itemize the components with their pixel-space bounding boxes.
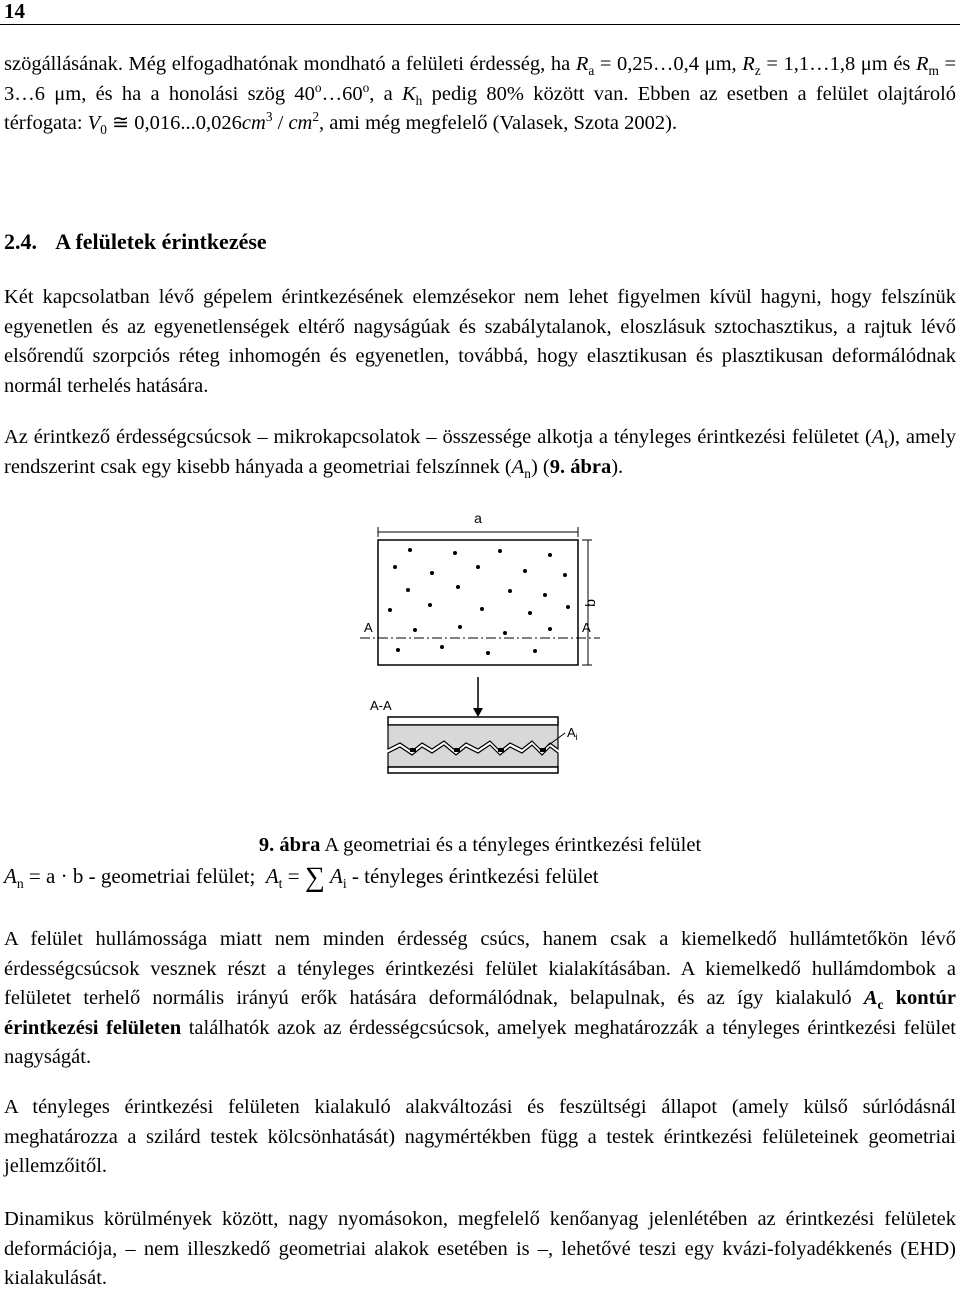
- figure-drawing: [360, 505, 600, 835]
- lower-body: [388, 767, 558, 773]
- section-heading: [4, 228, 267, 256]
- paragraph-1: Két kapcsolatban lévő gépelem érintkezésének elemzésekor nem lehet figyelmen kívül hagyni, hogy felszínük egyenetlen és az egyenetlenségek eltérő nagyságúak és szabálytalanok, eloszlásuk sztochasztikus, a rajtuk lévő elsőrendű szorpciós réteg inhomogén és egyenetlen, továbbá, hogy elasztikusan és plasztikusan deformálódnak normál terhelés hatására.: [4, 286, 956, 397]
- page-number: 14: [4, 0, 25, 23]
- paragraph-3: A felület hullámossága miatt nem minden érdesség csúcs, hanem csak a kiemelkedő hullámtetőkön lévő érdességcsúcsok vesznek részt a tényleges érintkezési felület kialakításában. A kiemelkedő hullámdombok a felületet terhelő normális irányú erők hatására deformálódnak, belapulnak, és az így kialakuló $A_c$ kontúr érintkezési felületen találhatók azok az érdességcsúcsok, amelyek meghatározzák a tényleges érintkezési felület nagyságát.: [4, 928, 957, 1068]
- paragraph-5: Dinamikus körülmények között, nagy nyomásokon, megfelelő kenőanyag jelenlétében az érintkezési felületek deformációja, – nem illeszkedő geometriai alakok esetében is –, lehetővé teszi egy kvázi-folyadékkenés (EHD) kialakulását.: [4, 1208, 956, 1289]
- sum-symbol: ∑: [304, 862, 325, 893]
- header-rule: [0, 24, 960, 25]
- paragraph-2: Az érintkező érdességcsúcsok – mikrokapcsolatok – összessége alkotja a tényleges érintkezési felületet $(A_t)$, amely rendszerint csak egy kisebb hányada a geometriai felszínnek $(A_n)$ (9. ábra).: [4, 426, 956, 481]
- label-A-left: A: [364, 620, 373, 635]
- upper-body: [388, 717, 558, 725]
- paragraph-4: A tényleges érintkezési felületen kialakuló alakváltozási és feszültségi állapot (amely külső súrlódásnál meghatározza a szilárd testek kölcsönhatását) nagymértékben függ a testek érintkezési felületeinek geometriai jellemzőitől.: [4, 1096, 956, 1177]
- section-number: 2.4.: [4, 229, 37, 254]
- label-a: a: [474, 510, 482, 526]
- intro-paragraph: szögállásának. Még elfogadhatónak mondható a felületi érdesség, ha $R_a$ = 0,25…0,4 μm, $R_z$ = 1,1…1,8 μm és $R_m$ = 3…6 μm, és ha a honolási szög 40$^o$…60$^o$, a $K_h$ pedig 80% között van. Ebben az esetben a felület olajtároló térfogata: $V_0$ ≅ $0,016...0,026cm^3 / cm^2$, ami még megfelelő (Valasek, Szota 2002).: [4, 53, 957, 138]
- top-view-rectangle: [378, 540, 578, 665]
- section-title: A felületek érintkezése: [55, 229, 267, 254]
- label-b: b: [582, 599, 598, 607]
- formula-line: $A_n = a \cdot b$ - geometriai felület; $A_t$ = ∑ $A_i$ - tényleges érintkezési felület: [4, 862, 599, 893]
- label-A-right: A: [582, 620, 591, 635]
- figure-9: [360, 505, 600, 835]
- figure-caption: [0, 831, 960, 861]
- caption-number: 9. ábra: [258, 834, 321, 856]
- contact-points: [388, 548, 570, 655]
- label-section: A-A: [370, 698, 392, 713]
- label-Ai: $A_i$: [567, 725, 578, 742]
- caption-text: A geometriai és a tényleges érintkezési felület: [324, 834, 702, 856]
